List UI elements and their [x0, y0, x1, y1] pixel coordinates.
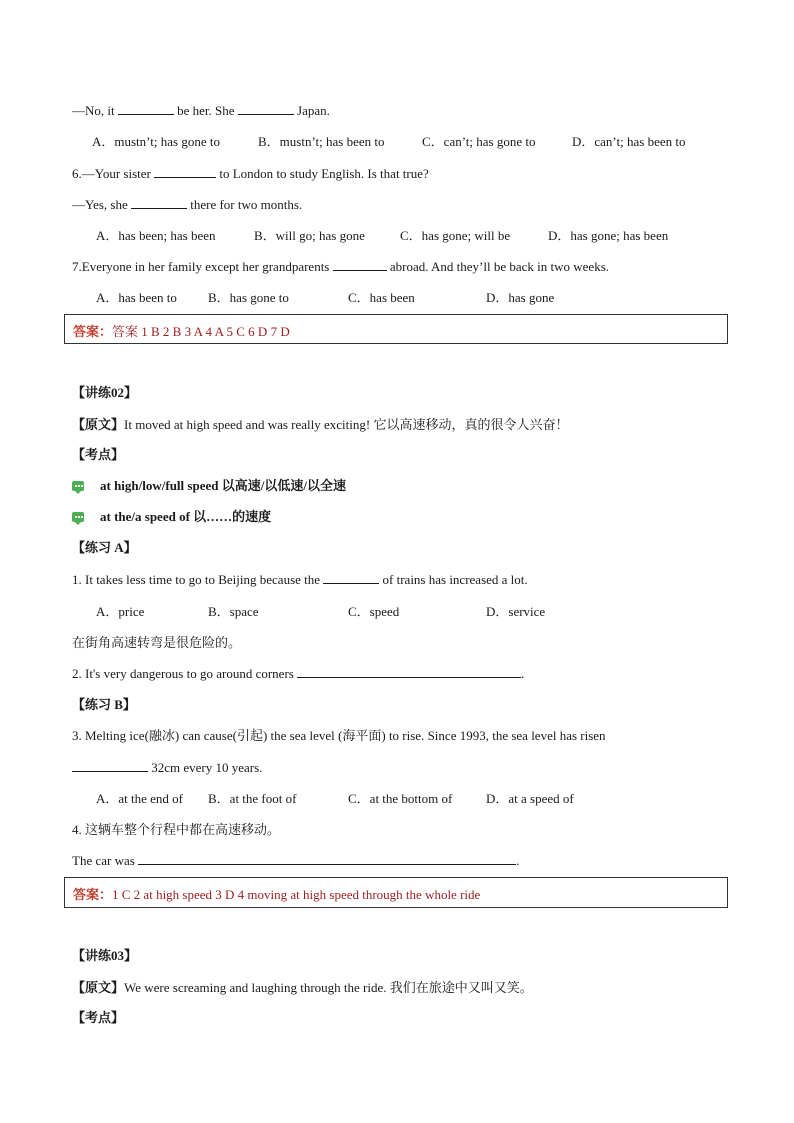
q7-stem: 7.Everyone in her family except her grandparents abroad. And they’ll be back in two weeks. [72, 259, 610, 274]
exercise-q3-cont: 32cm every 10 years. [72, 759, 262, 777]
q1-option-a[interactable]: A．price [96, 604, 145, 619]
q1-option-c[interactable]: C．speed [348, 604, 400, 619]
exercise-q3: 3. Melting ice(融冰) can cause(引起) the sea level (海平面) to rise. Since 1993, the sea level has risen [72, 728, 606, 743]
q7-option-b[interactable]: B．has gone to [208, 290, 289, 305]
q7-option-c[interactable]: C．has been [348, 290, 415, 305]
original-text: 【原文】We were screaming and laughing through the ride. 我们在旅途中又叫又笑。 [72, 980, 533, 995]
answer-blank[interactable] [323, 571, 379, 584]
answer-box [64, 314, 728, 344]
exercise-q2-chinese: 在街角高速转弯是很危险的。 [72, 635, 242, 650]
answer-box [64, 877, 728, 908]
q6-option-a[interactable]: A．has been; has been [96, 228, 216, 243]
q3-option-a[interactable]: A．at the end of [96, 791, 184, 806]
exercise-q2: 2. It's very dangerous to go around corners . [72, 666, 525, 681]
q1-option-d[interactable]: D．service [486, 604, 546, 619]
exercise-q4: The car was . [72, 853, 520, 868]
q6-option-c[interactable]: C．has gone; will be [400, 228, 511, 243]
q5-option-c[interactable]: C．can’t; has gone to [422, 134, 536, 149]
q5-option-d[interactable]: D．can’t; has been to [572, 134, 686, 149]
q3-option-b[interactable]: B．at the foot of [208, 791, 297, 806]
comment-bullet-icon [72, 481, 84, 491]
q5-reply: —No, it be her. She Japan. [72, 103, 330, 118]
key-point-heading: 【考点】 [72, 447, 125, 462]
key-point-heading: 【考点】 [72, 1010, 125, 1025]
key-point-2: at the/a speed of 以……的速度 [100, 509, 272, 524]
q1-option-b[interactable]: B．space [208, 604, 259, 619]
section-heading: 【讲练02】 [72, 385, 138, 400]
exercise-q1: 1. It takes less time to go to Beijing because the of trains has increased a lot. [72, 572, 528, 587]
exercise-a-heading: 【练习 A】 [72, 540, 137, 555]
exercise-b-heading: 【练习 B】 [72, 697, 136, 712]
answer-blank[interactable] [72, 759, 148, 772]
answer-blank[interactable] [297, 665, 521, 678]
answer-blank[interactable] [154, 165, 216, 178]
original-text: 【原文】It moved at high speed and was really exciting! 它以高速移动，真的很令人兴奋！ [72, 417, 569, 432]
key-point-1: at high/low/full speed 以高速/以低速/以全速 [100, 478, 346, 493]
answer-blank[interactable] [238, 102, 294, 115]
q3-option-c[interactable]: C．at the bottom of [348, 791, 453, 806]
q5-option-a[interactable]: A．mustn’t; has gone to [92, 134, 220, 149]
q5-option-b[interactable]: B．mustn’t; has been to [258, 134, 385, 149]
answer-text: 1 C 2 at high speed 3 D 4 moving at high speed through the whole ride [112, 887, 481, 902]
q6-stem: 6.—Your sister to London to study English. Is that true? [72, 166, 429, 181]
q6-option-b[interactable]: B．will go; has gone [254, 228, 365, 243]
answer-text: 答案 1 B 2 B 3 A 4 A 5 C 6 D 7 D [112, 324, 290, 339]
answer-label: 答案： [73, 887, 113, 902]
q3-option-d[interactable]: D．at a speed of [486, 791, 574, 806]
comment-bullet-icon [72, 512, 84, 522]
answer-blank[interactable] [118, 102, 174, 115]
q7-option-a[interactable]: A．has been to [96, 290, 177, 305]
q6-reply: —Yes, she there for two months. [72, 197, 303, 212]
answer-blank[interactable] [138, 852, 516, 865]
section-heading: 【讲练03】 [72, 948, 138, 963]
answer-blank[interactable] [333, 258, 387, 271]
exercise-q4-chinese: 4. 这辆车整个行程中都在高速移动。 [72, 822, 281, 837]
q6-option-d[interactable]: D．has gone; has been [548, 228, 669, 243]
q7-option-d[interactable]: D．has gone [486, 290, 555, 305]
answer-label: 答案： [73, 324, 113, 339]
answer-blank[interactable] [131, 196, 187, 209]
